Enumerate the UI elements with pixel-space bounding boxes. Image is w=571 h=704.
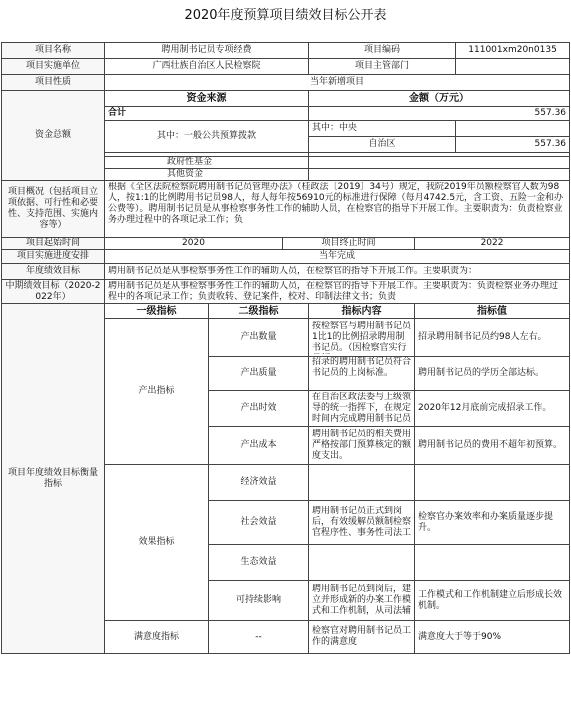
row-project-nature bbox=[2, 75, 570, 91]
indicator-level2: 生态效益 bbox=[209, 545, 309, 581]
schedule-value: 当年完成 bbox=[105, 250, 570, 264]
fund-gov-label: 政府性基金 bbox=[105, 157, 309, 169]
indicator-h2: 二级指标 bbox=[209, 304, 309, 319]
output-indicator-label: 产出指标 bbox=[105, 319, 209, 465]
annual-goal-label: 年度绩效目标 bbox=[2, 264, 105, 280]
indicator-content bbox=[309, 545, 415, 581]
fund-region-label: 自治区 bbox=[309, 137, 456, 153]
project-unit-value: 广西壮族自治区人民检察院 bbox=[105, 59, 309, 75]
page-title: 2020年度预算项目绩效目标公开表 bbox=[184, 8, 387, 23]
midterm-goal-text: 聘用制书记员是从事检察事务性工作的辅助人员，在检察官的指导下开展工作。主要职责为：负责检察业务办理过程中的各项记录工作；负责收转、登记案件，校对、印制法律文书；负责 bbox=[108, 280, 559, 302]
indicator-value: 满意度大于等于90% bbox=[415, 621, 570, 654]
indicator-content: 在自治区政法委与上级领导的统一指挥下，在规定时间内完成聘用制书记员 bbox=[312, 392, 412, 424]
fund-general-label: 其中：一般公共预算拨款 bbox=[105, 121, 309, 153]
indicator-content: 检察官对聘用制书记员工作的满意度 bbox=[309, 621, 415, 654]
indicator-content: 招录的聘用制书记员符合书记员的上岗标准。 bbox=[312, 357, 412, 378]
effect-indicator-label: 效果指标 bbox=[105, 465, 209, 621]
project-dept-label: 项目主管部门 bbox=[309, 59, 456, 75]
fund-source-header: 资金来源 bbox=[105, 91, 309, 107]
project-name-label: 项目名称 bbox=[2, 43, 105, 59]
project-code-label: 项目编码 bbox=[309, 43, 456, 59]
start-time-label: 项目起始时间 bbox=[2, 238, 105, 250]
indicator-level2: 社会效益 bbox=[209, 501, 309, 545]
indicator-value: 工作模式和工作机制建立后形成长效机制。 bbox=[415, 581, 570, 621]
schedule-label: 项目实施进度安排 bbox=[2, 250, 105, 264]
indicator-content: 聘用制书记员的相关费用严格按部门预算核定的额度支出。 bbox=[312, 429, 412, 461]
row-schedule bbox=[2, 250, 570, 264]
row-overview bbox=[2, 181, 570, 238]
indicator-level2: 产出时效 bbox=[209, 391, 309, 427]
indicator-value bbox=[415, 465, 570, 501]
indicator-value bbox=[415, 545, 570, 581]
fund-sum-label: 合计 bbox=[105, 107, 309, 121]
indicator-group-label: 项目年度绩效目标衡量指标 bbox=[2, 304, 105, 654]
fund-total-label: 资金总额 bbox=[2, 91, 105, 181]
indicator-h4: 指标值 bbox=[415, 304, 570, 319]
project-name-value: 聘用制书记员专项经费 bbox=[105, 43, 309, 59]
indicator-level2: 产出数量 bbox=[209, 319, 309, 357]
fund-central-label: 其中：中央 bbox=[309, 121, 456, 137]
row-timeline bbox=[2, 238, 570, 250]
fund-region-value: 557.36 bbox=[456, 137, 570, 153]
row-project-name bbox=[2, 43, 570, 59]
fund-central-value bbox=[456, 121, 570, 137]
indicator-level2: 可持续影响 bbox=[209, 581, 309, 621]
indicator-value: 聘用制书记员的学历全部达标。 bbox=[415, 357, 570, 391]
project-dept-value bbox=[456, 59, 570, 75]
row-project-unit bbox=[2, 59, 570, 75]
annual-goal-text: 聘用制书记员是从事检察事务性工作的辅助人员，在检察官的指导下开展工作。主要职责为： bbox=[108, 266, 478, 276]
midterm-goal-label: 中期绩效目标（2020-2022年） bbox=[2, 280, 105, 304]
row-indicator-header bbox=[2, 304, 570, 319]
indicator-level2: 产出成本 bbox=[209, 427, 309, 465]
indicator-content: 聘用制书记员正式到岗后，有效缓解员额制检察官程序性、事务性司法工 bbox=[312, 506, 412, 538]
project-code-value: 111001xm20n0135 bbox=[456, 43, 570, 59]
fund-sum-value: 557.36 bbox=[309, 107, 570, 121]
project-nature-value: 当年新增项目 bbox=[105, 75, 570, 91]
row-fund-header bbox=[2, 91, 570, 107]
end-time-value: 2022 bbox=[415, 238, 570, 250]
indicator-value: 聘用制书记员的费用不超年初预算。 bbox=[415, 427, 570, 465]
indicator-h1: 一级指标 bbox=[105, 304, 209, 319]
overview-text: 根据《全区法院检察院聘用制书记员管理办法》（桂政法〔2019〕34号）规定，我院2019年员额检察官人数为98人，按1:1的比例聘用书记员98人，每人每年按56910元的标准进行保障（每月4742.5元，含工资、五险一金和办公费等）。聘用制书记员是从事检察事务性工作的辅助人员，在检察官的指导下开展工作。主要职责为：负责检察业务办理过程中的各项记录工作；负 bbox=[108, 182, 564, 225]
row-annual-goal bbox=[2, 264, 570, 280]
indicator-level2: 经济效益 bbox=[209, 465, 309, 501]
indicator-h3: 指标内容 bbox=[309, 304, 415, 319]
project-unit-label: 项目实施单位 bbox=[2, 59, 105, 75]
overview-label: 项目概况（包括项目立项依据、可行性和必要性、支持范围、实施内容等） bbox=[2, 181, 105, 238]
row-midterm-goal bbox=[2, 280, 570, 304]
indicator-content: 按检察官与聘用制书记员1比1的比例招录聘用制书记员。（因检察官实行 bbox=[312, 321, 412, 353]
performance-table bbox=[1, 42, 570, 654]
indicator-content bbox=[309, 465, 415, 501]
indicator-level2: -- bbox=[209, 621, 309, 654]
fund-other-label: 其他资金 bbox=[105, 169, 309, 181]
indicator-level2: 产出质量 bbox=[209, 357, 309, 391]
indicator-value: 招录聘用制书记员约98人左右。 bbox=[415, 319, 570, 357]
project-nature-label: 项目性质 bbox=[2, 75, 105, 91]
indicator-value: 2020年12月底前完成招录工作。 bbox=[415, 391, 570, 427]
fund-amount-header: 金额（万元） bbox=[309, 91, 570, 107]
start-time-value: 2020 bbox=[105, 238, 283, 250]
end-time-label: 项目终止时间 bbox=[283, 238, 415, 250]
indicator-value: 检察官办案效率和办案质量逐步提升。 bbox=[415, 501, 570, 545]
satisfaction-indicator-label: 满意度指标 bbox=[105, 621, 209, 654]
indicator-content: 聘用制书记员到岗后，建立并形成新的办案工作模式和工作机制，从司法辅 bbox=[312, 584, 412, 616]
